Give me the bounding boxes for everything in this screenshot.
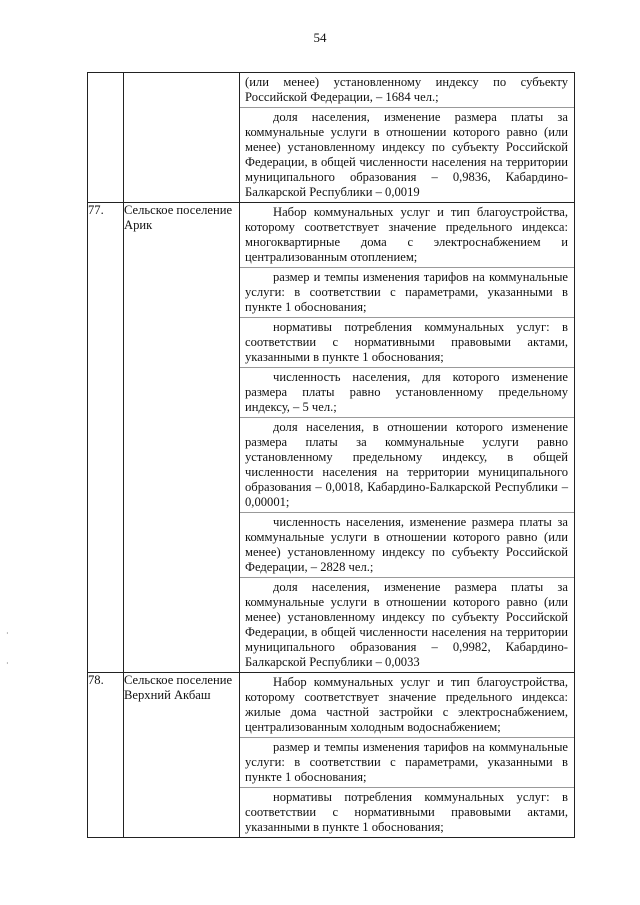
row-number-cell: 77.: [88, 203, 124, 673]
margin-mark: ·: [6, 629, 9, 638]
description-paragraph: нормативы потребления коммунальных услуг: в соответствии с нормативными правовыми актами, указанными в пункте 1 обоснования;: [240, 787, 574, 837]
settlement-name-cell: Сельское поселение Арик: [124, 203, 240, 673]
margin-mark: ·: [6, 659, 9, 668]
description-paragraph: Набор коммунальных услуг и тип благоустройства, которому соответствует значение предельного индекса: многоквартирные дома с электроснабжением и централизованным отоплением;: [245, 205, 568, 264]
description-cell: [240, 673, 575, 838]
description-paragraph: нормативы потребления коммунальных услуг: в соответствии с нормативными правовыми актами, указанными в пункте 1 обоснования;: [240, 317, 574, 367]
description-paragraph: размер и темпы изменения тарифов на коммунальные услуги: в соответствии с параметрами, указанными в пункте 1 обоснования;: [240, 737, 574, 787]
description-paragraph: (или менее) установленному индексу по субъекту Российской Федерации, – 1684 чел.;: [245, 75, 568, 104]
settlement-name-cell: Сельское поселение Верхний Акбаш: [124, 673, 240, 838]
description-paragraph: численность населения, для которого изменение размера платы равно установленному предельному индексу, – 5 чел.;: [240, 367, 574, 417]
description-paragraph: численность населения, изменение размера платы за коммунальные услуги в отношении которого равно (или менее) установленному индексу по субъекту Российской Федерации, – 2828 чел.;: [240, 512, 574, 577]
row-number-cell: [88, 73, 124, 203]
page-number: 54: [313, 30, 327, 45]
description-paragraph: доля населения, изменение размера платы за коммунальные услуги в отношении которого равно (или менее) установленному индексу по субъекту Российской Федерации, в общей численности населения на территории муниципального образования – 0,9836, Кабардино-Балкарской Республики – 0,0019: [240, 107, 574, 202]
description-cell: [240, 203, 575, 673]
table-row: [88, 203, 575, 673]
description-paragraph: доля населения, изменение размера платы за коммунальные услуги в отношении которого равно (или менее) установленному индексу по субъекту Российской Федерации, в общей численности населения на территории муниципального образования – 0,9982, Кабардино-Балкарской Республики – 0,0033: [240, 577, 574, 672]
table-row: [88, 73, 575, 203]
table-row: [88, 673, 575, 838]
row-number-cell: 78.: [88, 673, 124, 838]
description-cell: [240, 73, 575, 203]
description-paragraph: Набор коммунальных услуг и тип благоустройства, которому соответствует значение предельного индекса: жилые дома частной застройки с электроснабжением, централизованным холодным водоснабжением;: [245, 675, 568, 734]
description-paragraph: доля населения, в отношении которого изменение размера платы за коммунальные услуги равно установленному предельному индексу, в общей численности населения на территории муниципального образования – 0,0018, Кабардино-Балкарской Республики – 0,00001;: [240, 417, 574, 512]
document-table: [87, 72, 575, 838]
description-paragraph: размер и темпы изменения тарифов на коммунальные услуги: в соответствии с параметрами, указанными в пункте 1 обоснования;: [240, 267, 574, 317]
settlement-name-cell: [124, 73, 240, 203]
